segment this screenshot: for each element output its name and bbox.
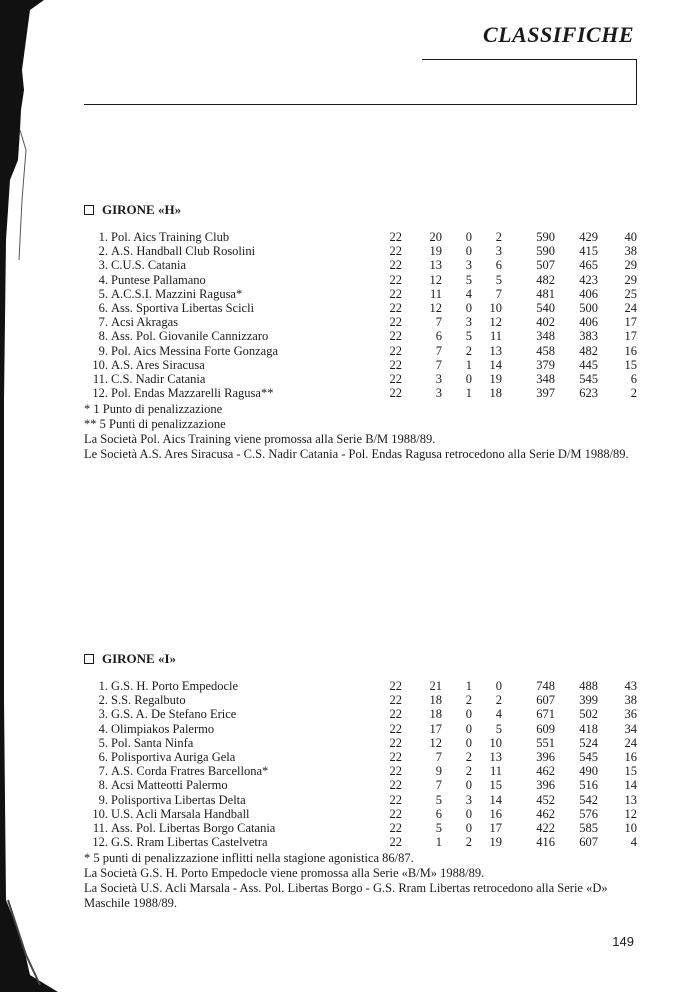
stat-value: 416 — [536, 835, 555, 850]
rank: 10. — [92, 806, 108, 821]
stat-value: 22 — [389, 300, 402, 315]
stat-value: 3 — [465, 315, 472, 330]
stat-value: 1 — [435, 835, 442, 850]
stat-value: 15 — [624, 357, 637, 372]
stat-value: 16 — [489, 806, 502, 821]
stat-value: 19 — [489, 835, 502, 850]
rank: 12. — [92, 386, 108, 401]
stat-value: 445 — [579, 357, 598, 372]
stat-value: 25 — [624, 286, 637, 301]
stat-value: 22 — [389, 806, 402, 821]
team-name: A.C.S.I. Mazzini Ragusa* — [111, 286, 243, 301]
stat-value: 422 — [536, 820, 555, 835]
stat-value: 18 — [489, 386, 502, 401]
team-name: Ass. Pol. Libertas Borgo Catania — [111, 820, 276, 835]
stat-value: 609 — [536, 721, 555, 736]
stat-value: 6 — [630, 371, 637, 386]
stat-value: 22 — [389, 258, 402, 273]
table-row — [84, 693, 644, 707]
rank: 11. — [92, 820, 108, 835]
stat-value: 2 — [630, 386, 637, 401]
stat-value: 22 — [389, 315, 402, 330]
stat-value: 429 — [579, 230, 598, 244]
stat-value: 490 — [579, 764, 598, 779]
stat-value: 18 — [429, 707, 442, 722]
stat-value: 348 — [536, 371, 555, 386]
rank: 8. — [98, 329, 108, 344]
stat-value: 22 — [389, 371, 402, 386]
stat-value: 2 — [465, 835, 472, 850]
table-row — [84, 722, 644, 736]
stat-value: 22 — [389, 286, 402, 301]
stat-value: 379 — [536, 357, 555, 372]
team-name: U.S. Acli Marsala Handball — [111, 806, 250, 821]
stat-value: 0 — [465, 778, 472, 793]
team-name: A.S. Ares Siracusa — [111, 357, 205, 372]
stat-value: 22 — [389, 343, 402, 358]
stat-value: 576 — [579, 806, 598, 821]
stat-value: 5 — [435, 820, 442, 835]
rank: 10. — [92, 357, 108, 372]
note-line: * 5 punti di penalizzazione inflitti nella stagione agonistica 86/87. — [84, 851, 414, 866]
note-line: La Società G.S. H. Porto Empedocle viene promossa alla Serie «B/M» 1988/89. — [84, 866, 485, 881]
stat-value: 20 — [429, 230, 442, 244]
stat-value: 16 — [624, 749, 637, 764]
stat-value: 585 — [579, 820, 598, 835]
stat-value: 482 — [579, 343, 598, 358]
stat-value: 607 — [579, 835, 598, 850]
stat-value: 7 — [495, 286, 502, 301]
stat-value: 406 — [579, 315, 598, 330]
rank: 7. — [98, 764, 108, 779]
rank: 3. — [98, 707, 108, 722]
group-title-text: GIRONE «H» — [102, 202, 182, 217]
team-name: Olimpiakos Palermo — [111, 721, 215, 736]
table-row — [84, 273, 644, 287]
stat-value: 40 — [624, 230, 637, 244]
page-title: CLASSIFICHE — [482, 22, 634, 47]
stat-value: 13 — [489, 343, 502, 358]
note-line: Le Società A.S. Ares Siracusa - C.S. Nadir Catania - Pol. Endas Ragusa retrocedono alla Serie D/M 1988/89. — [84, 447, 629, 462]
stat-value: 2 — [465, 343, 472, 358]
stat-value: 1 — [465, 679, 472, 693]
stat-value: 17 — [624, 315, 637, 330]
stat-value: 9 — [435, 764, 442, 779]
team-name: C.S. Nadir Catania — [111, 371, 206, 386]
checkbox-icon — [84, 205, 94, 215]
stat-value: 545 — [579, 371, 598, 386]
stat-value: 22 — [389, 679, 402, 693]
stat-value: 6 — [435, 329, 442, 344]
stat-value: 5 — [465, 272, 472, 287]
stat-value: 1 — [465, 357, 472, 372]
stat-value: 0 — [465, 230, 472, 244]
table-row — [84, 372, 644, 386]
stat-value: 396 — [536, 749, 555, 764]
stat-value: 22 — [389, 329, 402, 344]
group-title — [84, 651, 644, 667]
stat-value: 452 — [536, 792, 555, 807]
stat-value: 399 — [579, 693, 598, 708]
stat-value: 38 — [624, 244, 637, 259]
rank: 2. — [98, 693, 108, 708]
team-name: Pol. Aics Training Club — [111, 230, 230, 244]
table-row — [84, 793, 644, 807]
stat-value: 3 — [435, 371, 442, 386]
stat-value: 0 — [465, 707, 472, 722]
stat-value: 14 — [624, 778, 637, 793]
stat-value: 10 — [489, 735, 502, 750]
page-number: 149 — [612, 934, 634, 949]
table-row — [84, 301, 644, 315]
stat-value: 12 — [624, 806, 637, 821]
note-line: ** 5 Punti di penalizzazione — [84, 417, 226, 432]
table-row — [84, 778, 644, 792]
table-row — [84, 329, 644, 343]
stat-value: 22 — [389, 835, 402, 850]
stat-value: 17 — [489, 820, 502, 835]
stat-value: 7 — [435, 778, 442, 793]
stat-value: 481 — [536, 286, 555, 301]
stat-value: 24 — [624, 735, 637, 750]
rank: 5. — [98, 286, 108, 301]
stat-value: 402 — [536, 315, 555, 330]
stat-value: 590 — [536, 230, 555, 244]
table-row — [84, 344, 644, 358]
table-row — [84, 821, 644, 835]
stat-value: 348 — [536, 329, 555, 344]
stat-value: 19 — [429, 244, 442, 259]
stat-value: 22 — [389, 820, 402, 835]
stat-value: 5 — [435, 792, 442, 807]
stat-value: 383 — [579, 329, 598, 344]
stat-value: 590 — [536, 244, 555, 259]
rank: 4. — [98, 272, 108, 287]
team-name: G.S. A. De Stefano Erice — [111, 707, 237, 722]
stat-value: 34 — [624, 721, 637, 736]
team-name: Pol. Santa Ninfa — [111, 735, 194, 750]
rank: 9. — [98, 792, 108, 807]
stat-value: 502 — [579, 707, 598, 722]
stat-value: 607 — [536, 693, 555, 708]
table-row — [84, 764, 644, 778]
table-row — [84, 750, 644, 764]
stat-value: 545 — [579, 749, 598, 764]
stat-value: 5 — [465, 329, 472, 344]
stat-value: 0 — [465, 300, 472, 315]
stat-value: 22 — [389, 272, 402, 287]
stat-value: 22 — [389, 735, 402, 750]
stat-value: 5 — [495, 721, 502, 736]
stat-value: 6 — [435, 806, 442, 821]
stat-value: 14 — [489, 792, 502, 807]
stat-value: 11 — [489, 329, 502, 344]
stat-value: 22 — [389, 244, 402, 259]
stat-value: 465 — [579, 258, 598, 273]
team-name: G.S. Rram Libertas Castelvetra — [111, 835, 268, 850]
rank: 3. — [98, 258, 108, 273]
stat-value: 7 — [435, 315, 442, 330]
stat-value: 406 — [579, 286, 598, 301]
stat-value: 0 — [465, 820, 472, 835]
table-row — [84, 679, 644, 693]
stat-value: 7 — [435, 749, 442, 764]
stat-value: 10 — [489, 300, 502, 315]
stat-value: 0 — [465, 721, 472, 736]
stat-value: 21 — [429, 679, 442, 693]
team-name: Ass. Sportiva Libertas Scicli — [111, 300, 255, 315]
table-row — [84, 287, 644, 301]
stat-value: 396 — [536, 778, 555, 793]
stat-value: 415 — [579, 244, 598, 259]
team-name: Acsi Akragas — [111, 315, 178, 330]
table-row — [84, 230, 644, 244]
stat-value: 488 — [579, 679, 598, 693]
stat-value: 671 — [536, 707, 555, 722]
stat-value: 0 — [465, 735, 472, 750]
team-name: C.U.S. Catania — [111, 258, 186, 273]
team-name: Polisportiva Libertas Delta — [111, 792, 246, 807]
rank: 5. — [98, 735, 108, 750]
team-name: A.S. Corda Fratres Barcellona* — [111, 764, 269, 779]
stat-value: 29 — [624, 258, 637, 273]
stat-value: 12 — [429, 272, 442, 287]
stat-value: 22 — [389, 707, 402, 722]
standings-table — [84, 230, 644, 400]
stat-value: 500 — [579, 300, 598, 315]
stat-value: 22 — [389, 230, 402, 244]
group-notes — [84, 402, 644, 462]
stat-value: 2 — [465, 749, 472, 764]
table-row — [84, 244, 644, 258]
stat-value: 13 — [624, 792, 637, 807]
stat-value: 12 — [429, 735, 442, 750]
note-line: * 1 Punto di penalizzazione — [84, 402, 223, 417]
rank: 6. — [98, 749, 108, 764]
stat-value: 22 — [389, 778, 402, 793]
stat-value: 29 — [624, 272, 637, 287]
stat-value: 22 — [389, 764, 402, 779]
stat-value: 2 — [495, 230, 502, 244]
stat-value: 524 — [579, 735, 598, 750]
group-h-section — [84, 202, 644, 462]
stat-value: 17 — [429, 721, 442, 736]
team-name: S.S. Regalbuto — [111, 693, 186, 708]
note-line: La Società Pol. Aics Training viene promossa alla Serie B/M 1988/89. — [84, 432, 436, 447]
stat-value: 0 — [465, 371, 472, 386]
stat-value: 7 — [435, 343, 442, 358]
stat-value: 418 — [579, 721, 598, 736]
stat-value: 22 — [389, 386, 402, 401]
stat-value: 22 — [389, 357, 402, 372]
stat-value: 0 — [465, 806, 472, 821]
stat-value: 4 — [495, 707, 502, 722]
header-rule — [84, 104, 637, 105]
stat-value: 748 — [536, 679, 555, 693]
team-name: Ass. Pol. Giovanile Cannizzaro — [111, 329, 269, 344]
rank: 6. — [98, 300, 108, 315]
table-row — [84, 315, 644, 329]
stat-value: 3 — [435, 386, 442, 401]
stat-value: 462 — [536, 806, 555, 821]
stat-value: 0 — [465, 244, 472, 259]
table-row — [84, 707, 644, 721]
stat-value: 458 — [536, 343, 555, 358]
stat-value: 22 — [389, 721, 402, 736]
stat-value: 24 — [624, 300, 637, 315]
stat-value: 13 — [429, 258, 442, 273]
checkbox-icon — [84, 654, 94, 664]
group-i-section — [84, 651, 644, 911]
stat-value: 623 — [579, 386, 598, 401]
stat-value: 1 — [465, 386, 472, 401]
header-frame — [422, 59, 637, 105]
team-name: Pol. Aics Messina Forte Gonzaga — [111, 343, 278, 358]
stat-value: 14 — [489, 357, 502, 372]
rank: 7. — [98, 315, 108, 330]
rank: 1. — [98, 679, 108, 693]
stat-value: 18 — [429, 693, 442, 708]
rank: 2. — [98, 244, 108, 259]
stat-value: 11 — [429, 286, 442, 301]
stat-value: 2 — [495, 693, 502, 708]
stat-value: 4 — [630, 835, 637, 850]
stat-value: 3 — [465, 258, 472, 273]
table-row — [84, 258, 644, 272]
stat-value: 6 — [495, 258, 502, 273]
team-name: Puntese Pallamano — [111, 272, 206, 287]
stat-value: 423 — [579, 272, 598, 287]
stat-value: 36 — [624, 707, 637, 722]
group-notes — [84, 851, 644, 911]
stat-value: 3 — [465, 792, 472, 807]
table-row — [84, 807, 644, 821]
stat-value: 43 — [624, 679, 637, 693]
rank: 9. — [98, 343, 108, 358]
team-name: G.S. H. Porto Empedocle — [111, 679, 239, 693]
stat-value: 11 — [489, 764, 502, 779]
stat-value: 507 — [536, 258, 555, 273]
table-row — [84, 835, 644, 849]
stat-value: 22 — [389, 693, 402, 708]
stat-value: 16 — [624, 343, 637, 358]
rank: 8. — [98, 778, 108, 793]
stat-value: 15 — [624, 764, 637, 779]
rank: 11. — [92, 371, 108, 386]
stat-value: 13 — [489, 749, 502, 764]
stat-value: 22 — [389, 792, 402, 807]
stat-value: 10 — [624, 820, 637, 835]
group-title — [84, 202, 644, 218]
stat-value: 12 — [489, 315, 502, 330]
stat-value: 2 — [465, 764, 472, 779]
stat-value: 397 — [536, 386, 555, 401]
stat-value: 516 — [579, 778, 598, 793]
stat-value: 17 — [624, 329, 637, 344]
table-row — [84, 736, 644, 750]
stat-value: 15 — [489, 778, 502, 793]
standings-table — [84, 679, 644, 849]
stat-value: 542 — [579, 792, 598, 807]
table-row — [84, 358, 644, 372]
team-name: A.S. Handball Club Rosolini — [111, 244, 256, 259]
stat-value: 482 — [536, 272, 555, 287]
stat-value: 0 — [495, 679, 502, 693]
rank: 1. — [98, 230, 108, 244]
binding-shadow — [0, 0, 58, 992]
stat-value: 551 — [536, 735, 555, 750]
stat-value: 462 — [536, 764, 555, 779]
stat-value: 22 — [389, 749, 402, 764]
table-row — [84, 386, 644, 400]
rank: 4. — [98, 721, 108, 736]
group-title-text: GIRONE «I» — [102, 651, 177, 666]
stat-value: 7 — [435, 357, 442, 372]
team-name: Acsi Matteotti Palermo — [111, 778, 228, 793]
team-name: Polisportiva Auriga Gela — [111, 749, 236, 764]
stat-value: 3 — [495, 244, 502, 259]
stat-value: 19 — [489, 371, 502, 386]
stat-value: 2 — [465, 693, 472, 708]
team-name: Pol. Endas Mazzarelli Ragusa** — [111, 386, 274, 401]
stat-value: 4 — [465, 286, 472, 301]
stat-value: 540 — [536, 300, 555, 315]
stat-value: 38 — [624, 693, 637, 708]
stat-value: 5 — [495, 272, 502, 287]
note-line: La Società U.S. Acli Marsala - Ass. Pol. Libertas Borgo - G.S. Rram Libertas retrocedono alla Serie «D» Maschile 1988/89. — [84, 881, 608, 911]
stat-value: 12 — [429, 300, 442, 315]
rank: 12. — [92, 835, 108, 850]
